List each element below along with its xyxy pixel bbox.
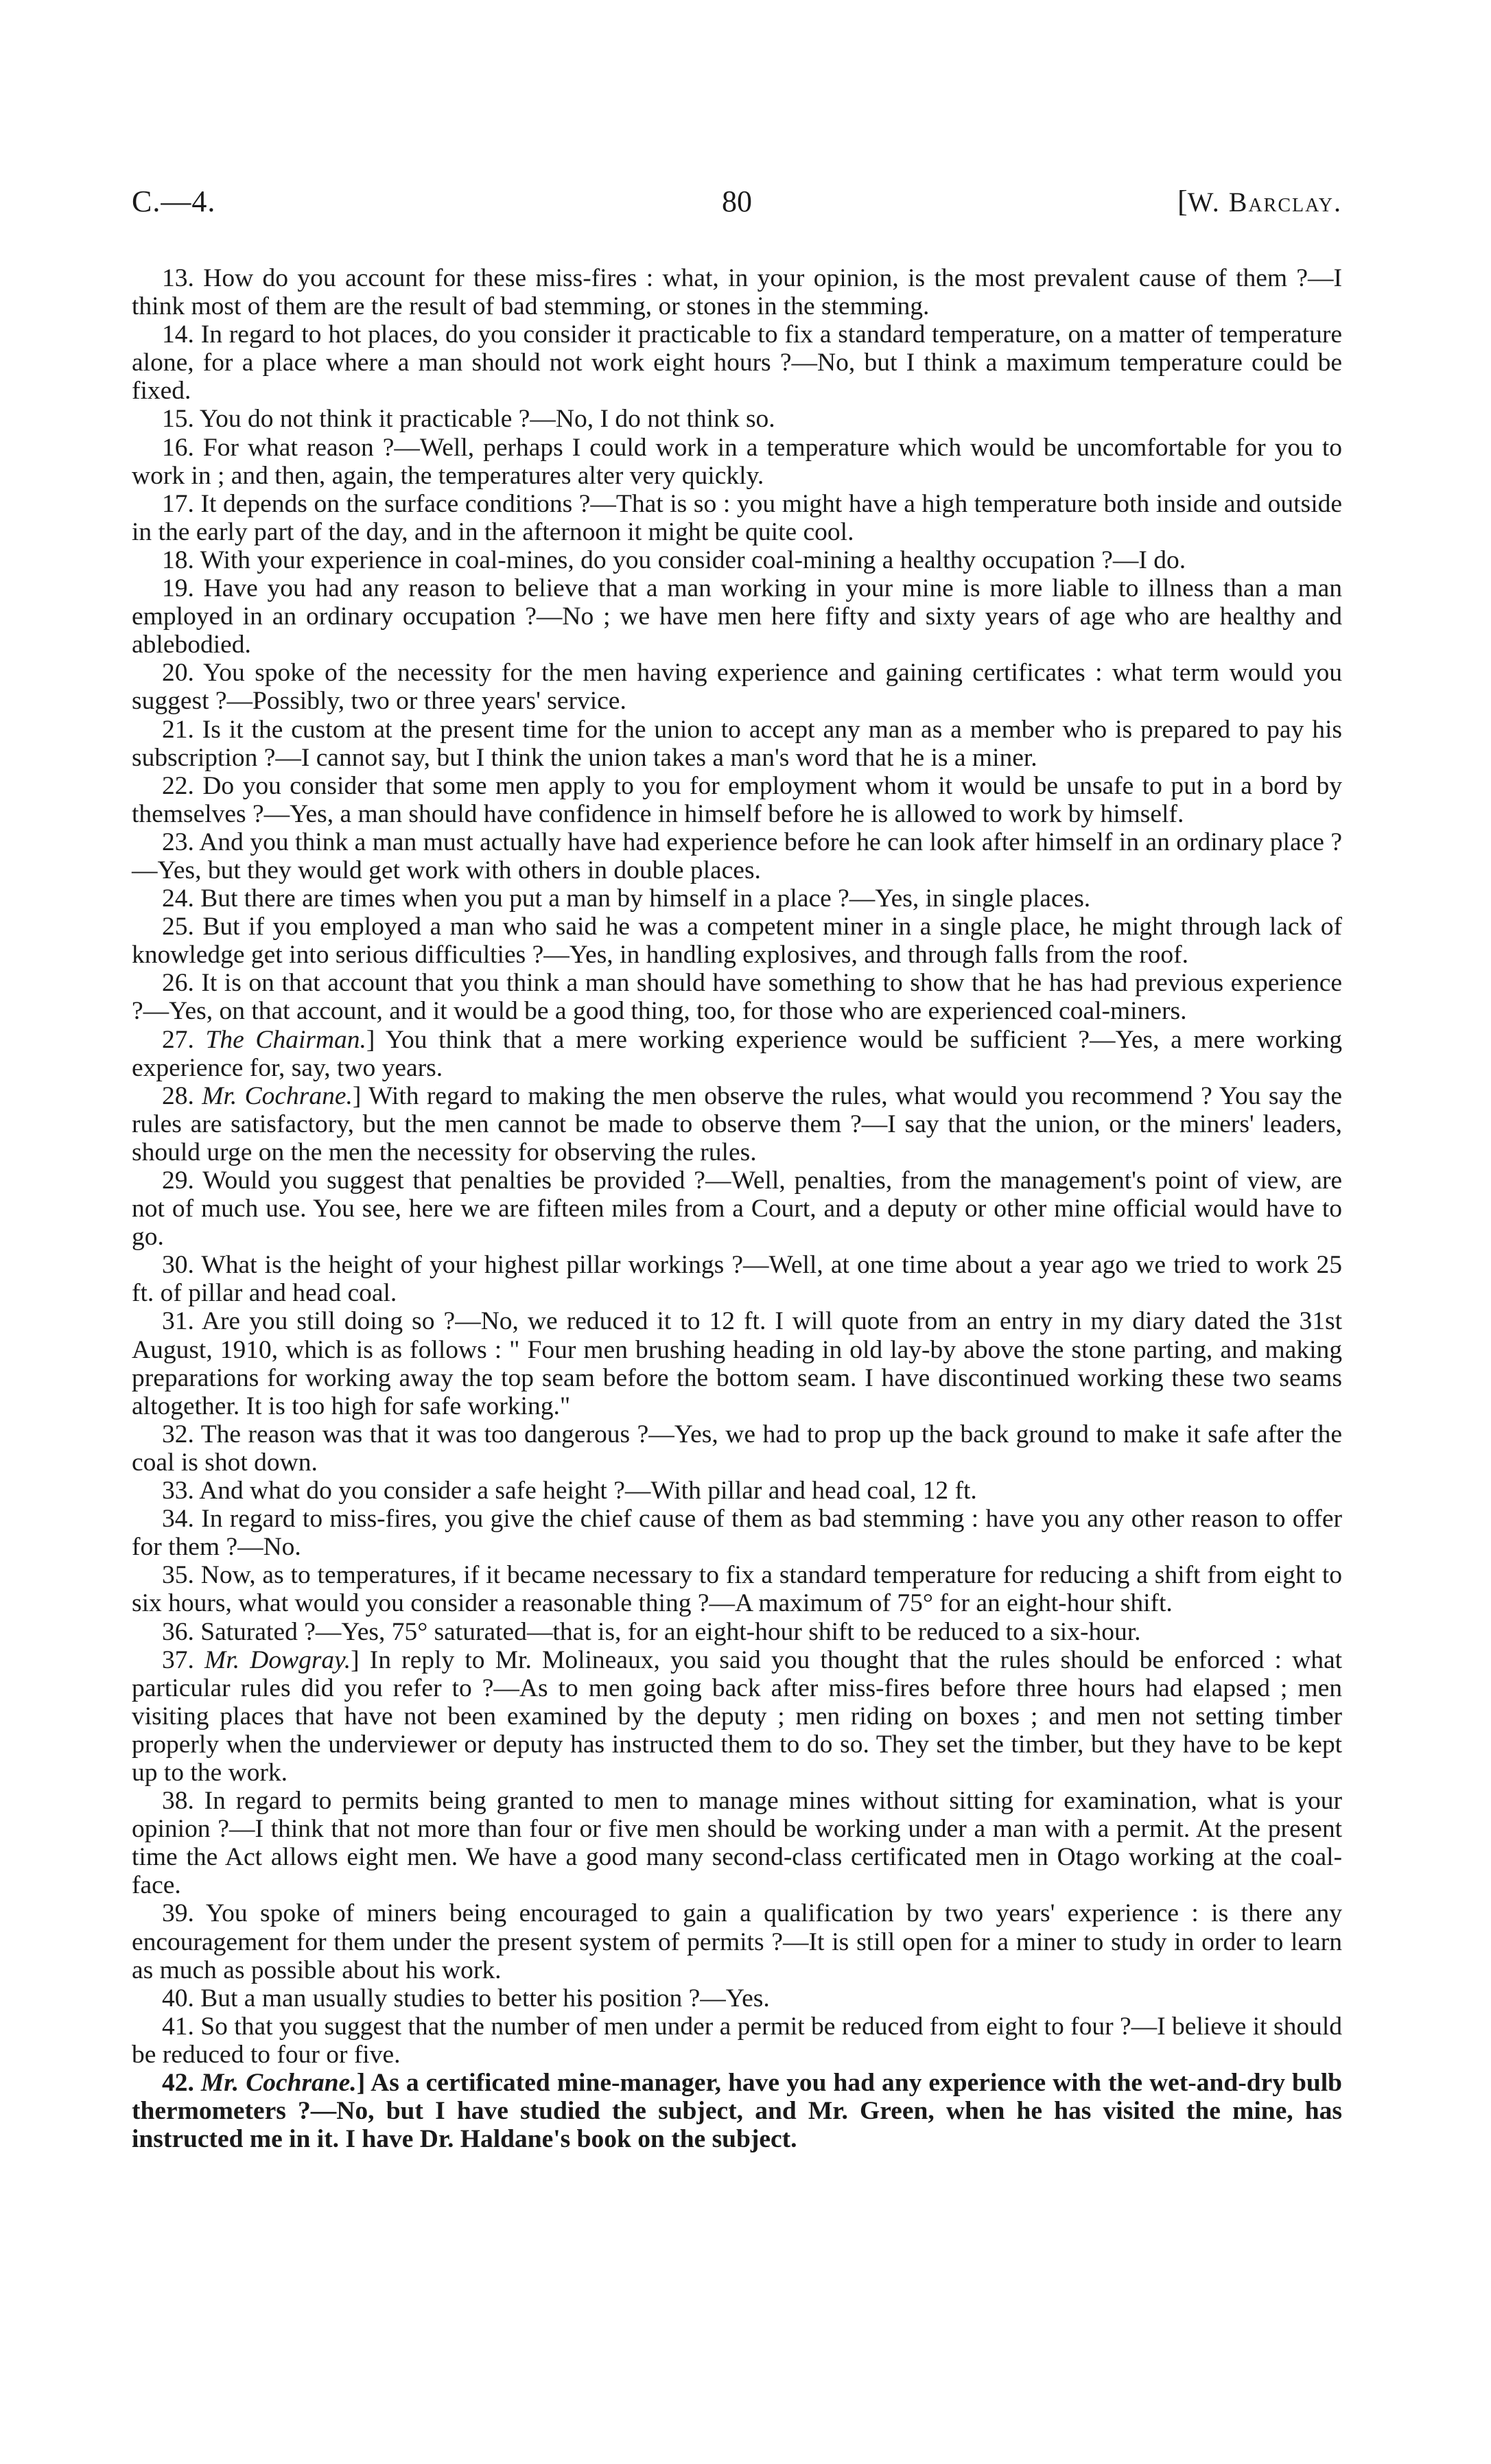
question-number: 33.	[162, 1477, 194, 1505]
speaker-name: Mr. Cochrane.	[200, 2069, 357, 2097]
question-number: 27.	[162, 1025, 194, 1054]
question-number: 29.	[162, 1166, 194, 1195]
question-text: How do you account for these miss-fires : what, in your opinion, is the most prevalent cause of them ?—I think most of them are the result of bad stemming, or stones in the stemming.	[132, 264, 1343, 321]
question-paragraph	[132, 1899, 1342, 1984]
witness-name	[1177, 184, 1342, 219]
question-text: In reply to Mr. Molineaux, you said you thought that the rules should be enforced : what particular rules did you refer to ?—As to men going back after miss-fires before three hours had elapsed ; men visiting places that have not been examined by the deputy ; men riding on boxes ; and men not setting timber properly when the underviewer or deputy has instructed them to do so. They set the timber, but they have to be kept up to the work.	[132, 1645, 1343, 1787]
question-paragraph	[132, 1026, 1342, 1082]
question-number: 34.	[162, 1505, 194, 1534]
question-text: You spoke of miners being encouraged to gain a qualification by two years' experience : is there any encouragement for them under the present system of permits ?—It is still open for a miner to study in order to learn as much as possible about his work.	[132, 1899, 1342, 1984]
question-number: 15.	[162, 405, 194, 434]
question-number: 19.	[162, 574, 194, 603]
question-paragraph	[132, 434, 1342, 490]
question-text: But there are times when you put a man by himself in a place ?—Yes, in single places.	[200, 884, 1091, 913]
question-paragraph	[132, 574, 1342, 659]
question-paragraph	[132, 264, 1342, 320]
question-number: 21.	[162, 715, 194, 744]
question-number: 32.	[162, 1420, 194, 1448]
question-text: And what do you consider a safe height ?—With pillar and head coal, 12 ft.	[199, 1477, 977, 1505]
question-paragraph	[132, 2069, 1342, 2153]
question-text: And you think a man must actually have had experience before he can look after himself in an ordinary place ?—Yes, but they would get work with others in double places.	[132, 828, 1343, 884]
question-paragraph	[132, 405, 1342, 433]
page-number: 80	[722, 185, 752, 218]
question-paragraph	[132, 1984, 1342, 2013]
question-paragraph	[132, 1618, 1342, 1646]
question-paragraph	[132, 828, 1342, 884]
testimony-body	[132, 264, 1342, 2153]
question-paragraph	[132, 1646, 1342, 1787]
question-paragraph	[132, 546, 1342, 574]
question-text: Are you still doing so ?—No, we reduced it to 12 ft. I will quote from an entry in my diary dated the 31st August, 1910, which is as follows : " Four men brushing heading in old lay-by above the stone parting, and making preparations for working away the top seam before the bottom seam. I have discontinued working these two seams altogether. It is too high for safe working."	[132, 1307, 1342, 1420]
question-number: 30.	[162, 1251, 194, 1280]
question-paragraph	[132, 1787, 1342, 1899]
question-number: 18.	[162, 545, 194, 574]
question-text: Now, as to temperatures, if it became necessary to fix a standard temperature for reducing a shift from eight to six hours, what would you consider a reasonable thing ?—A maximum of 75° for an eight-hour shift.	[132, 1561, 1343, 1618]
question-paragraph	[132, 1420, 1342, 1477]
speaker-bracket: ]	[356, 2069, 366, 2097]
question-number: 22.	[162, 771, 194, 800]
question-text: But a man usually studies to better his position ?—Yes.	[200, 1984, 770, 2013]
question-paragraph	[132, 1307, 1342, 1420]
question-text: Would you suggest that penalties be provided ?—Well, penalties, from the management's point of view, are not of much use. You see, here we are fifteen miles from a Court, and a deputy or other mine official would have to go.	[132, 1166, 1342, 1252]
question-paragraph	[132, 1505, 1342, 1561]
question-number: 36.	[162, 1617, 194, 1646]
speaker-name: Mr. Dowgray.	[204, 1645, 351, 1674]
question-paragraph	[132, 1166, 1342, 1251]
question-text: Is it the custom at the present time for the union to accept any man as a member who is prepared to pay his subscription ?—I cannot say, but I think the union takes a man's word that he is a miner.	[132, 715, 1342, 772]
question-text: With regard to making the men observe the rules, what would you recommend ? You say the rules are satisfactory, but the men cannot be made to observe them ?—I say that the union, or the miners' leaders, should urge on the men the necessity for observing the rules.	[132, 1081, 1342, 1166]
question-number: 41.	[162, 2012, 194, 2041]
speaker-bracket: ]	[351, 1645, 360, 1674]
question-paragraph	[132, 320, 1342, 405]
question-number: 17.	[162, 489, 194, 518]
question-number: 14.	[162, 320, 194, 349]
question-text: In regard to hot places, do you consider it practicable to fix a standard temperature, on a matter of temperature alone, for a place where a man should not work eight hours ?—No, but I think a maximum temperature could be fixed.	[132, 320, 1343, 406]
question-paragraph	[132, 1561, 1342, 1617]
question-paragraph	[132, 490, 1342, 546]
question-number: 13.	[162, 264, 194, 292]
question-text: In regard to miss-fires, you give the chief cause of them as bad stemming : have you any other reason to offer for them ?—No.	[132, 1505, 1342, 1562]
question-number: 42.	[162, 2069, 194, 2097]
question-text: Saturated ?—Yes, 75° saturated—that is, for an eight-hour shift to be reduced to a six-hour.	[200, 1617, 1141, 1646]
question-number: 40.	[162, 1984, 194, 2013]
question-paragraph	[132, 913, 1342, 969]
question-text: With your experience in coal-mines, do you consider coal-mining a healthy occupation ?—I do.	[200, 545, 1186, 574]
question-paragraph	[132, 2013, 1342, 2069]
question-paragraph	[132, 969, 1342, 1025]
question-number: 20.	[162, 659, 194, 688]
speaker-name: The Chairman.	[205, 1025, 366, 1054]
speaker-bracket: ]	[352, 1081, 362, 1110]
question-text: The reason was that it was too dangerous ?—Yes, we had to prop up the back ground to make it safe after the coal is shot down.	[132, 1420, 1342, 1477]
question-number: 16.	[162, 433, 194, 462]
question-number: 38.	[162, 1787, 194, 1816]
question-text: It depends on the surface conditions ?—That is so : you might have a high temperature both inside and outside in the early part of the day, and in the afternoon it might be quite cool.	[132, 489, 1343, 546]
question-text: So that you suggest that the number of men under a permit be reduced from eight to four ?—I believe it should be reduced to four or five.	[132, 2012, 1342, 2069]
question-text: You do not think it practicable ?—No, I do not think so.	[199, 405, 775, 434]
page-header	[132, 184, 1342, 232]
question-text: Have you had any reason to believe that a man working in your mine is more liable to illness than a man employed in an ordinary occupation ?—No ; we have men here fifty and sixty years of age who are healthy and ablebodied.	[132, 574, 1343, 659]
question-paragraph	[132, 772, 1342, 828]
question-paragraph	[132, 1477, 1342, 1505]
question-number: 37.	[162, 1645, 194, 1674]
question-paragraph	[132, 716, 1342, 772]
question-paragraph	[132, 1251, 1342, 1307]
question-number: 24.	[162, 884, 194, 913]
question-paragraph	[132, 659, 1342, 715]
question-text: In regard to permits being granted to men to manage mines without sitting for examination, what is your opinion ?—I think that not more than four or five men should be working under a man with a permit. At the present time the Act allows eight men. We have a good many second-class certificated men in Otago working at the coal-face.	[132, 1787, 1343, 1900]
witness-bracket: [	[1177, 185, 1188, 218]
question-number: 25.	[162, 913, 194, 941]
question-text: You think that a mere working experience would be sufficient ?—Yes, a mere working experience for, say, two years.	[132, 1025, 1342, 1082]
speaker-bracket: ]	[366, 1025, 375, 1054]
question-text: As a certificated mine-manager, have you had any experience with the wet-and-dry bulb thermometers ?—No, but I have studied the subject, and Mr. Green, when he has visited the mine, has instructed me in it. I have Dr. Haldane's book on the subject.	[132, 2069, 1342, 2154]
report-code: C.—4.	[132, 185, 216, 218]
question-text: It is on that account that you think a man should have something to show that he has had previous experience ?—Yes, on that account, and it would be a good thing, too, for those who are experienced coal-miners.	[132, 969, 1342, 1026]
speaker-name: Mr. Cochrane.	[202, 1081, 353, 1110]
question-number: 31.	[162, 1307, 194, 1336]
question-number: 28.	[162, 1081, 194, 1110]
question-number: 23.	[162, 828, 194, 856]
question-paragraph	[132, 1082, 1342, 1166]
question-number: 26.	[162, 969, 194, 998]
question-number: 39.	[162, 1899, 194, 1928]
question-text: For what reason ?—Well, perhaps I could work in a temperature which would be uncomfortable for you to work in ; and then, again, the temperatures alter very quickly.	[132, 433, 1342, 490]
question-text: What is the height of your highest pillar workings ?—Well, at one time about a year ago we tried to work 25 ft. of pillar and head coal.	[132, 1251, 1342, 1308]
question-text: But if you employed a man who said he was a competent miner in a single place, he might through lack of knowledge get into serious difficulties ?—Yes, in handling explosives, and through falls from the roof.	[132, 913, 1342, 970]
question-text: Do you consider that some men apply to you for employment whom it would be unsafe to put in a bord by themselves ?—Yes, a man should have confidence in himself before he is allowed to work by himself.	[132, 771, 1343, 828]
question-paragraph	[132, 884, 1342, 913]
witness-name-text: W. Barclay.	[1187, 187, 1342, 218]
question-number: 35.	[162, 1561, 194, 1590]
question-text: You spoke of the necessity for the men having experience and gaining certificates : what term would you suggest ?—Possibly, two or three years' service.	[132, 659, 1342, 716]
